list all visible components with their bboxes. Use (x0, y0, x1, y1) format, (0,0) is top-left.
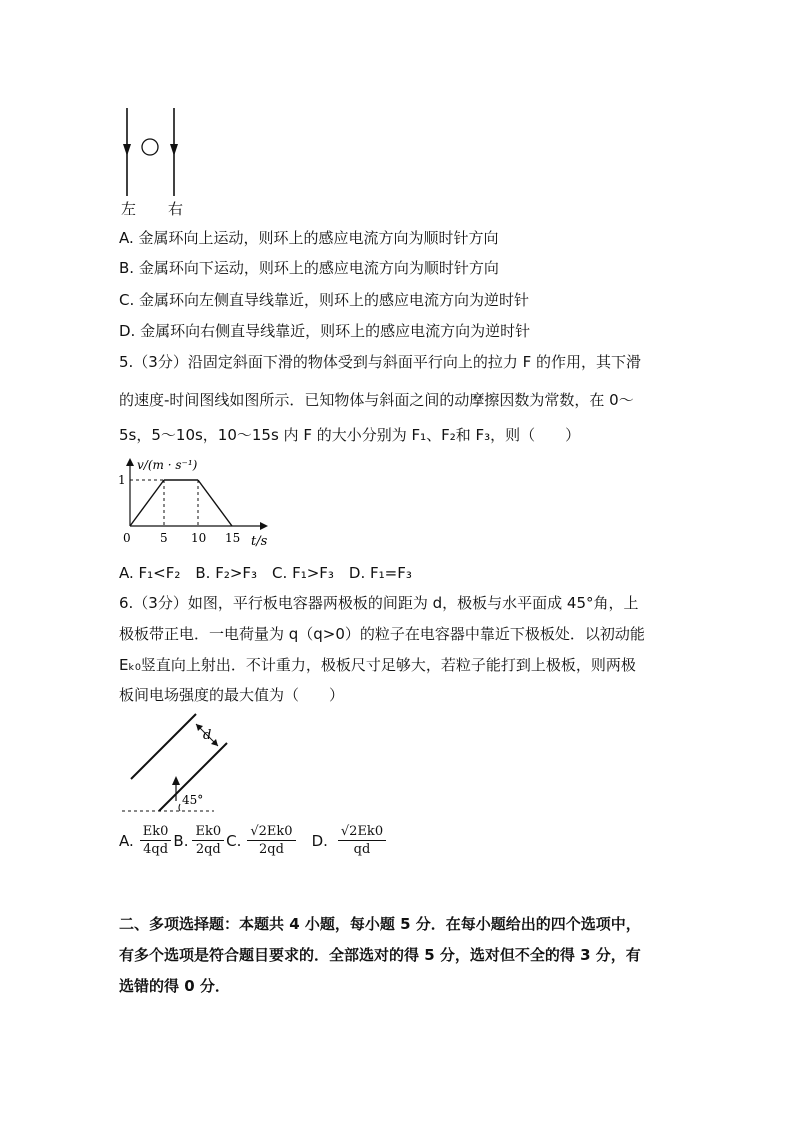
upper-plate (131, 714, 196, 779)
y-axis-arrow (126, 458, 134, 466)
q4-option-b: B. 金属环向下运动，则环上的感应电流方向为顺时针方向 (119, 259, 499, 277)
q5-stem-line-2: 的速度-时间图线如图所示．已知物体与斜面之间的动摩擦因数为常数，在 0～ (119, 391, 634, 409)
q6-stem-line-2: 极板带正电．一电荷量为 q（q>0）的粒子在电容器中靠近下极板处．以初动能 (119, 625, 645, 643)
d-label: d (203, 728, 212, 743)
q6-option-c-fraction (247, 824, 295, 857)
section2-line-3: 选错的得 0 分． (119, 977, 230, 995)
y-axis-label: v/(m · s⁻¹) (137, 458, 198, 472)
q6-option-b-numerator: Ek0 (192, 824, 224, 841)
velocity-segment-2 (198, 480, 232, 526)
q6-option-d-denominator: qd (353, 842, 371, 857)
q5-stem-line-1: 5.（3分）沿固定斜面下滑的物体受到与斜面平行向上的拉力 F 的作用，其下滑 (119, 353, 642, 371)
x-tick-label-15: 15 (225, 531, 241, 545)
x-axis-label: t/s (251, 534, 268, 549)
q6-option-c-letter: C. (226, 831, 242, 850)
q4-option-d: D. 金属环向右侧直导线靠近，则环上的感应电流方向为逆时针 (119, 322, 531, 340)
velocity-segment-0 (130, 480, 164, 526)
q6-option-c-numerator: √2Ek0 (247, 824, 295, 841)
x-axis-arrow (260, 522, 268, 530)
q6-option-b-fraction (192, 824, 224, 857)
q4-right-label: 右 (168, 200, 184, 218)
q6-capacitor-figure (112, 712, 242, 817)
q4-option-a: A. 金属环向上运动，则环上的感应电流方向为顺时针方向 (119, 229, 499, 247)
q6-option-d-fraction (338, 824, 386, 857)
q6-option-a-numerator: Ek0 (140, 824, 172, 841)
q6-options (119, 824, 386, 857)
q6-stem-line-4: 板间电场强度的最大值为（ ） (119, 686, 345, 704)
q4-option-c: C. 金属环向左侧直导线靠近，则环上的感应电流方向为逆时针 (119, 291, 530, 309)
right-wire-arrow (170, 144, 178, 156)
angle-arc (179, 804, 180, 811)
left-wire-arrow (123, 144, 131, 156)
x-tick-label-0: 0 (123, 531, 131, 545)
q6-option-d-numerator: √2Ek0 (338, 824, 386, 841)
q4-left-label: 左 (121, 200, 137, 218)
particle-velocity-arrowhead (172, 776, 180, 785)
metal-ring (142, 139, 158, 155)
q6-option-a-fraction (140, 824, 172, 857)
x-tick-label-5: 5 (160, 531, 168, 545)
y-tick-label-1: 1 (118, 473, 126, 487)
section2-line-2: 有多个选项是符合题目要求的．全部选对的得 5 分，选对但不全的得 3 分，有 (119, 946, 641, 964)
q5-stem-line-3: 5s，5～10s，10～15s 内 F 的大小分别为 F₁、F₂和 F₃，则（ ） (119, 426, 581, 444)
q6-option-a-letter: A. (119, 831, 134, 850)
q6-option-b-denominator: 2qd (195, 842, 221, 857)
q6-option-b-letter: B. (173, 831, 189, 850)
x-tick-label-10: 10 (191, 531, 207, 545)
velocity-time-chart (110, 455, 280, 550)
q6-stem-line-3: Eₖ₀竖直向上射出．不计重力，极板尺寸足够大，若粒子能打到上极板，则两极 (119, 656, 636, 674)
angle-label: 45° (182, 793, 204, 807)
q6-option-c-denominator: 2qd (259, 842, 284, 857)
q6-option-d-letter: D. (311, 831, 328, 850)
section2-line-1: 二、多项选择题：本题共 4 小题，每小题 5 分．在每小题给出的四个选项中， (119, 915, 641, 933)
q6-stem-line-1: 6.（3分）如图，平行板电容器两极板的间距为 d，极板与水平面成 45°角，上 (119, 594, 639, 612)
q6-option-a-denominator: 4qd (143, 842, 169, 857)
q5-options: A. F₁<F₂ B. F₂>F₃ C. F₁>F₃ D. F₁=F₃ (119, 564, 412, 582)
